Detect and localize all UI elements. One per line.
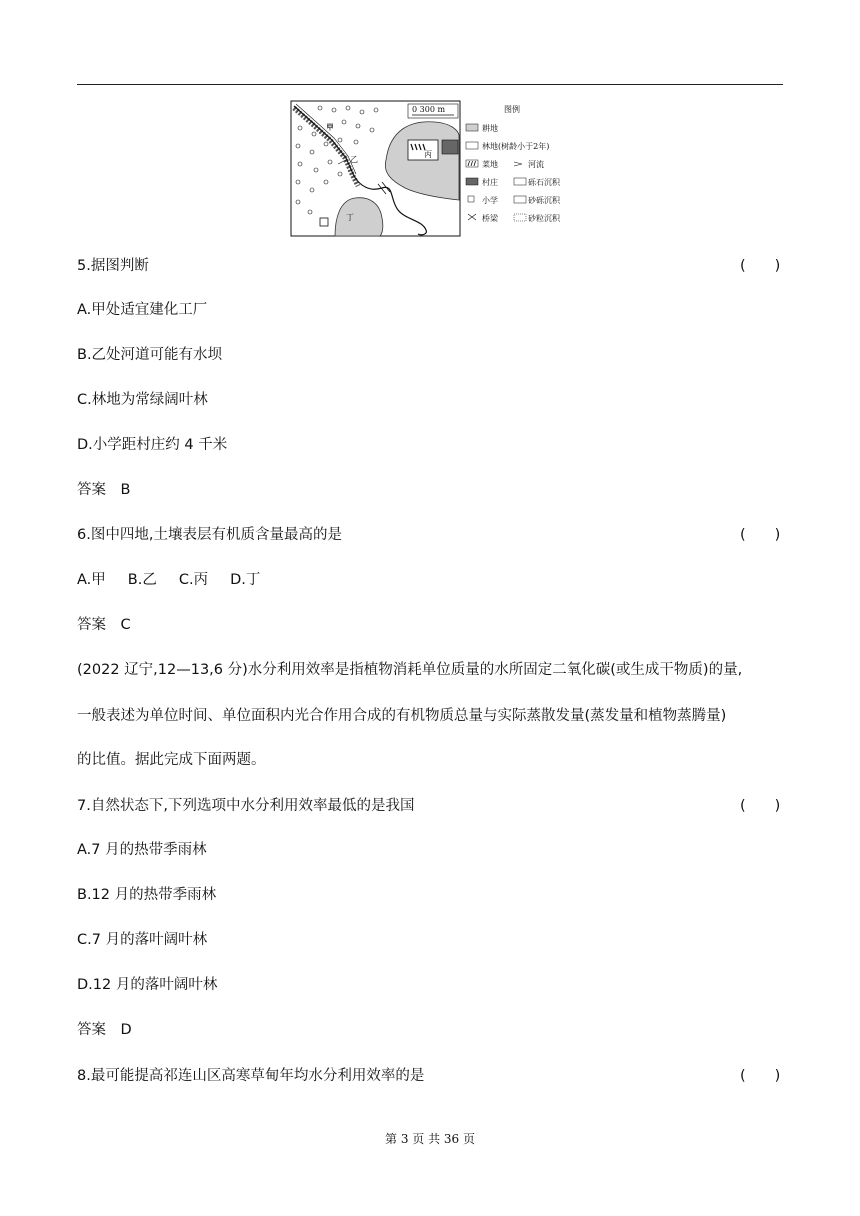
bridge-icon xyxy=(468,214,476,220)
intro-line: 一般表述为单位时间、单位面积内光合作用合成的有机物质总量与实际蒸散发量(蒸发量和植物蒸腾量) xyxy=(77,708,727,724)
option-c: C.7 月的落叶阔叶林 xyxy=(77,932,208,948)
question-6-stem: 6.图中四地,土壤表层有机质含量最高的是 xyxy=(77,527,342,543)
forest-icon xyxy=(466,142,478,149)
river-icon xyxy=(514,162,522,166)
label-ding: 丁 xyxy=(346,213,354,222)
intro-line: 的比值。据此完成下面两题。 xyxy=(77,752,266,768)
map-figure xyxy=(290,100,578,238)
legend-label: 小学 xyxy=(482,196,498,205)
legend-label: 砂粒沉积 xyxy=(528,214,560,223)
legend-label: 砾石沉积 xyxy=(528,178,560,187)
sand-gravel-icon xyxy=(514,196,526,203)
option-b: B.乙处河道可能有水坝 xyxy=(77,347,223,363)
village-icon xyxy=(466,178,478,185)
header-rule xyxy=(77,84,783,85)
option-d: D.丁 xyxy=(230,572,261,588)
label-bing: 丙 xyxy=(424,150,432,159)
legend-label: 耕地 xyxy=(482,124,498,133)
answer-5: 答案 B xyxy=(77,482,131,498)
answer-paren: ( ) xyxy=(740,258,781,274)
answer-7: 答案 D xyxy=(77,1022,132,1038)
answer-6: 答案 C xyxy=(77,617,131,633)
legend-label: 林地(树龄小于2年) xyxy=(482,142,550,151)
legend-label: 菜地 xyxy=(482,160,498,169)
legend-label: 村庄 xyxy=(482,178,498,187)
option-a: A.甲 xyxy=(77,572,106,588)
option-d: D.小学距村庄约 4 千米 xyxy=(77,437,228,453)
label-yi: 乙 xyxy=(350,155,358,164)
scale-label: 0 300 m xyxy=(412,105,446,114)
farmland-icon xyxy=(466,124,478,131)
legend-label: 河流 xyxy=(528,160,544,169)
option-a: A.7 月的热带季雨林 xyxy=(77,842,207,858)
option-d: D.12 月的落叶阔叶林 xyxy=(77,977,218,993)
option-b: B.12 月的热带季雨林 xyxy=(77,887,217,903)
page-footer: 第 3 页 共 36 页 xyxy=(385,1132,475,1146)
sand-icon xyxy=(514,214,526,221)
legend-label: 砂砾沉积 xyxy=(528,196,560,205)
answer-paren: ( ) xyxy=(740,1068,781,1084)
gravel-icon xyxy=(514,178,526,185)
option-a: A.甲处适宜建化工厂 xyxy=(77,302,208,318)
option-b: B.乙 xyxy=(127,572,157,588)
question-7-stem: 7.自然状态下,下列选项中水分利用效率最低的是我国 xyxy=(77,798,415,814)
school-icon xyxy=(468,196,474,202)
village-icon xyxy=(442,140,458,154)
question-5-stem: 5.据图判断 xyxy=(77,258,149,274)
label-jia: 甲 xyxy=(326,123,334,132)
option-c: C.丙 xyxy=(178,572,209,588)
option-c: C.林地为常绿阔叶林 xyxy=(77,392,208,408)
legend-label: 桥梁 xyxy=(482,214,498,223)
answer-paren: ( ) xyxy=(740,527,781,543)
school-icon xyxy=(320,218,328,226)
legend-title: 图例 xyxy=(504,105,520,114)
answer-paren: ( ) xyxy=(740,798,781,814)
intro-line: (2022 辽宁,12—13,6 分)水分利用效率是指植物消耗单位质量的水所固定二氧化碳(或生成干物质)的量, xyxy=(77,662,743,678)
question-8-stem: 8.最可能提高祁连山区高寒草甸年均水分利用效率的是 xyxy=(77,1068,425,1084)
options-row xyxy=(77,570,282,590)
